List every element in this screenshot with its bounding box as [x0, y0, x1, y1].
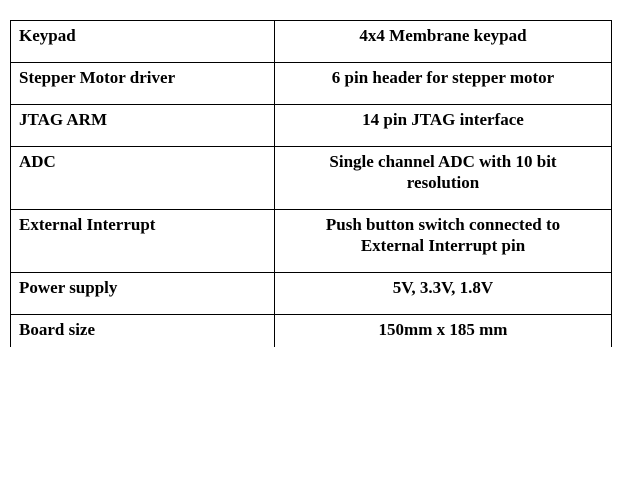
spec-label: Keypad [11, 21, 275, 63]
table-row [11, 105, 612, 147]
specification-table [10, 20, 612, 347]
spec-label: External Interrupt [11, 210, 275, 273]
table-row [11, 210, 612, 273]
spec-label: Stepper Motor driver [11, 63, 275, 105]
table-row [11, 21, 612, 63]
table-row [11, 63, 612, 105]
spec-value: 14 pin JTAG interface [275, 105, 612, 147]
table-row [11, 273, 612, 315]
spec-value: Single channel ADC with 10 bit resolution [275, 147, 612, 210]
spec-value: 4x4 Membrane keypad [275, 21, 612, 63]
spec-label: Board size [11, 315, 275, 347]
spec-label: Power supply [11, 273, 275, 315]
spec-value: Push button switch connected to External Interrupt pin [275, 210, 612, 273]
spec-label: ADC [11, 147, 275, 210]
spec-value: 150mm x 185 mm [275, 315, 612, 347]
spec-value: 5V, 3.3V, 1.8V [275, 273, 612, 315]
table-row [11, 147, 612, 210]
spec-value: 6 pin header for stepper motor [275, 63, 612, 105]
table-row [11, 315, 612, 347]
spec-label: JTAG ARM [11, 105, 275, 147]
